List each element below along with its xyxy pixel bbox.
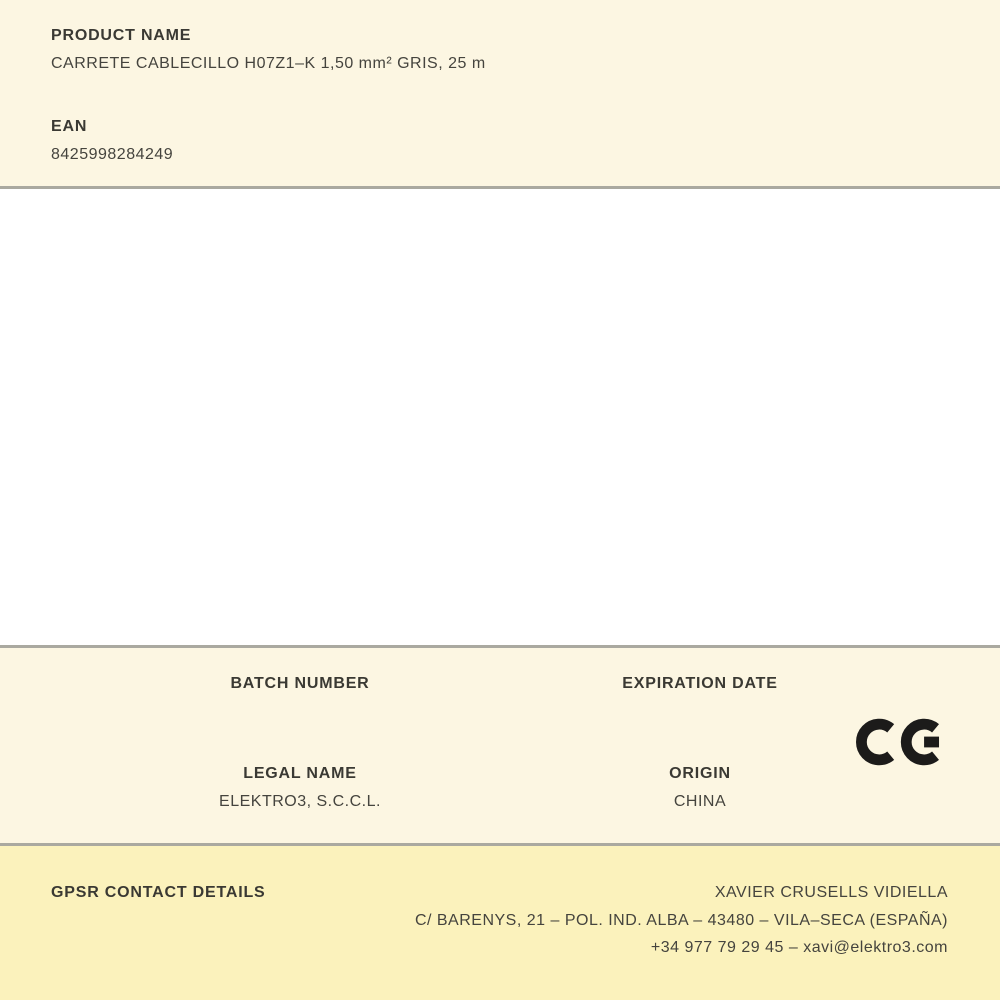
product-name-value: CARRETE CABLECILLO H07Z1–K 1,50 mm² GRIS, 25 m — [51, 55, 486, 72]
expiration-date-field — [400, 675, 1000, 703]
origin-value: CHINA — [673, 793, 727, 810]
contact-phone-email: +34 977 79 29 45 – xavi@elektro3.com — [650, 939, 948, 956]
origin-label: ORIGIN — [669, 765, 731, 782]
contact-name: XAVIER CRUSELLS VIDIELLA — [714, 884, 948, 901]
ean-label: EAN — [51, 118, 88, 135]
contact-address: C/ BARENYS, 21 – POL. IND. ALBA – 43480 – VILA–SECA (ESPAÑA) — [414, 911, 948, 929]
batch-number-label: BATCH NUMBER — [230, 675, 370, 692]
blank-section — [0, 189, 1000, 648]
expiration-date-label: EXPIRATION DATE — [622, 675, 778, 692]
gpsr-contact-section — [0, 846, 1000, 1000]
ce-mark-icon — [856, 712, 944, 772]
gpsr-contact-details — [415, 879, 948, 962]
ean-field — [51, 118, 949, 164]
product-name-field — [51, 27, 949, 73]
product-name-label: PRODUCT NAME — [51, 27, 192, 44]
legal-name-label: LEGAL NAME — [243, 765, 357, 782]
gpsr-contact-label: GPSR CONTACT DETAILS — [51, 884, 266, 901]
product-info-section — [0, 0, 1000, 189]
ean-value: 8425998284249 — [51, 146, 174, 163]
batch-origin-section — [0, 648, 1000, 846]
legal-name-value: ELEKTRO3, S.C.C.L. — [219, 793, 381, 810]
